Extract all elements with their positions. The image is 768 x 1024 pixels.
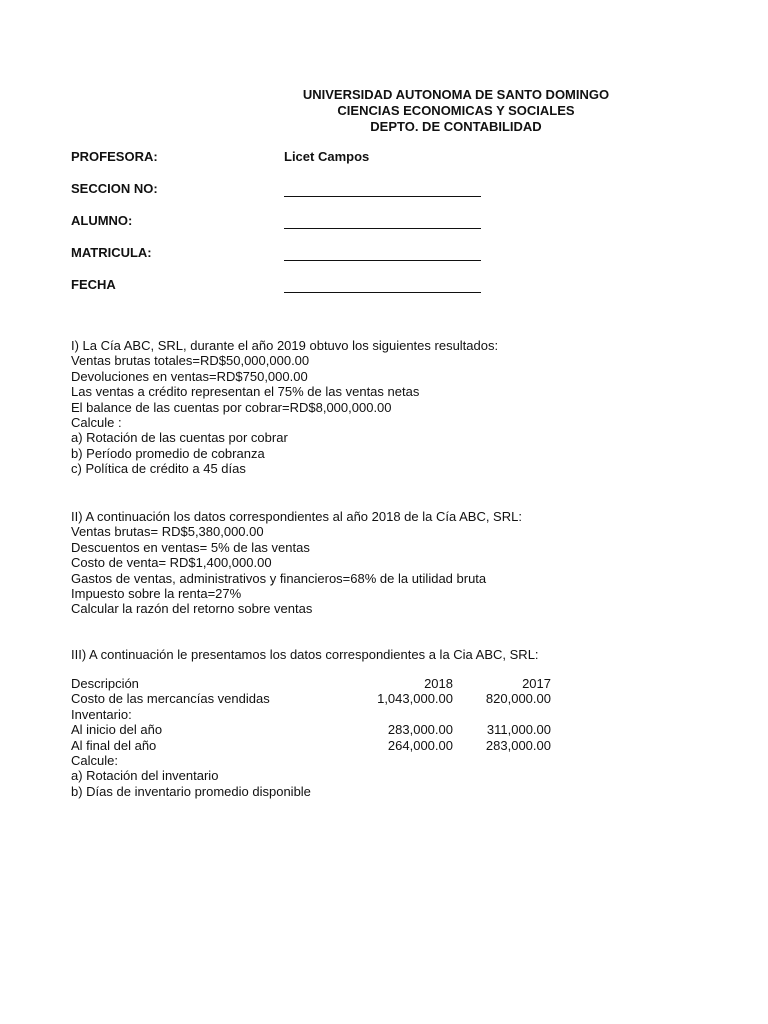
matricula-label: MATRICULA: xyxy=(71,245,152,260)
table-row xyxy=(71,737,551,753)
exercise-1-line: a) Rotación de las cuentas por cobrar xyxy=(71,430,288,446)
exercise-1-line: Devoluciones en ventas=RD$750,000.00 xyxy=(71,368,308,384)
exercise-1-line: Las ventas a crédito representan el 75% de las ventas netas xyxy=(71,384,420,400)
table-cell-label: Al inicio del año xyxy=(71,722,163,738)
seccion-blank-line xyxy=(284,196,481,197)
exercise-1-line: b) Período promedio de cobranza xyxy=(71,445,265,461)
exercise-2-line: Costo de venta= RD$1,400,000.00 xyxy=(71,555,272,571)
exercise-3-intro-text: III) A continuación le presentamos los datos correspondientes a la Cia ABC, SRL: xyxy=(71,647,539,662)
table-cell-2017: 283,000.00 xyxy=(485,737,551,753)
profesora-label: PROFESORA: xyxy=(71,149,158,164)
table-cell-2017: 311,000.00 xyxy=(486,722,551,738)
table-row xyxy=(71,707,481,722)
exercise-2-line: Descuentos en ventas= 5% de las ventas xyxy=(71,539,310,555)
table-cell-2018: 264,000.00 xyxy=(387,737,453,753)
table-cell-label: Costo de las mercancías vendidas xyxy=(71,691,270,707)
table-cell-label: a) Rotación del inventario xyxy=(71,768,219,784)
table-cell-2018: 2018 xyxy=(424,676,453,691)
exercise-1-line: Ventas brutas totales=RD$50,000,000.00 xyxy=(71,353,310,369)
fecha-blank-line xyxy=(284,292,481,293)
exercise-1-line: I) La Cía ABC, SRL, durante el año 2019 obtuvo los siguientes resultados: xyxy=(71,338,499,353)
table-row xyxy=(71,753,481,768)
exercise-2-line: Ventas brutas= RD$5,380,000.00 xyxy=(71,524,264,540)
exercise-2-line: II) A continuación los datos correspondientes al año 2018 de la Cía ABC, SRL: xyxy=(71,509,522,524)
exercise-1 xyxy=(71,338,498,477)
table-row xyxy=(71,691,551,707)
fecha-label: FECHA xyxy=(71,277,116,292)
table-cell-label: b) Días de inventario promedio disponible xyxy=(71,783,311,799)
exercise-2 xyxy=(71,509,522,617)
table-row xyxy=(71,722,551,738)
table-cell-2017: 2017 xyxy=(522,676,551,691)
table-cell-label: Descripción xyxy=(71,676,139,691)
profesora-value: Licet Campos xyxy=(284,149,370,164)
exercise-2-line: Impuesto sobre la renta=27% xyxy=(71,586,242,602)
table-row xyxy=(71,676,551,691)
matricula-blank-line xyxy=(284,260,481,261)
table-cell-2018: 1,043,000.00 xyxy=(377,691,453,707)
alumno-label: ALUMNO: xyxy=(71,213,133,228)
exercise-1-line: c) Política de crédito a 45 días xyxy=(71,461,246,477)
table-cell-2018: 283,000.00 xyxy=(387,722,453,738)
table-cell-label: Inventario: xyxy=(71,706,132,722)
exercise-1-line: El balance de las cuentas por cobrar=RD$8,000,000.00 xyxy=(71,399,392,415)
university-name: UNIVERSIDAD AUTONOMA DE SANTO DOMINGO xyxy=(302,87,610,102)
table-cell-label: Al final del año xyxy=(71,737,157,753)
document-header xyxy=(292,87,620,135)
exercise-2-line: Gastos de ventas, administrativos y financieros=68% de la utilidad bruta xyxy=(71,570,487,586)
table-cell-label: Calcule: xyxy=(71,752,118,768)
exercise-2-line: Calcular la razón del retorno sobre ventas xyxy=(71,601,313,617)
department-name: DEPTO. DE CONTABILIDAD xyxy=(370,119,542,134)
seccion-label: SECCION NO: xyxy=(71,181,158,196)
table-cell-2017: 820,000.00 xyxy=(485,691,551,707)
faculty-name: CIENCIAS ECONOMICAS Y SOCIALES xyxy=(337,103,575,118)
exercise-3-intro xyxy=(71,647,539,662)
table-row xyxy=(71,768,481,783)
alumno-blank-line xyxy=(284,228,481,229)
inventory-table xyxy=(71,676,551,799)
table-row xyxy=(71,784,481,799)
exercise-1-line: Calcule : xyxy=(71,415,122,431)
